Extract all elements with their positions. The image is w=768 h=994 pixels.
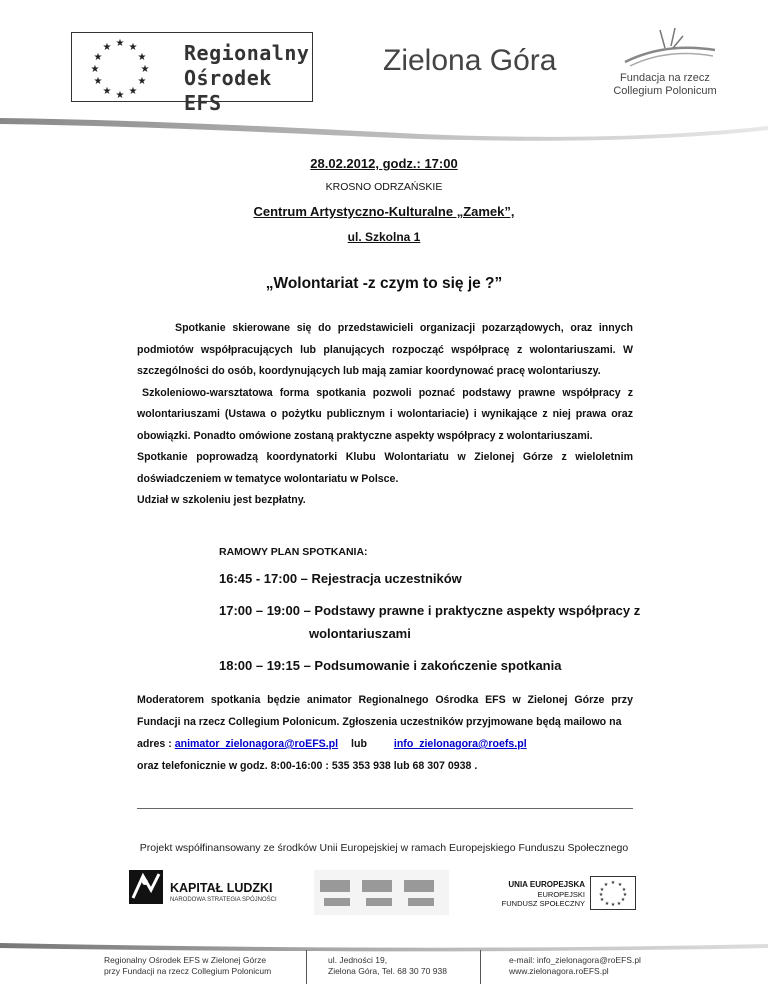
footer-decorative-band — [0, 940, 768, 952]
header-decorative-band — [0, 112, 768, 142]
plan-heading: RAMOWY PLAN SPOTKANIA: — [219, 546, 368, 558]
plan-item-2: 17:00 – 19:00 – Podstawy prawne i praktyczne aspekty współpracy z — [219, 603, 641, 618]
svg-text:★: ★ — [90, 64, 100, 75]
footer-org-line-2: przy Fundacji na rzecz Collegium Polonicum — [104, 966, 272, 976]
efs-logo-text — [184, 41, 312, 116]
svg-text:★: ★ — [620, 897, 626, 903]
svg-text:★: ★ — [604, 901, 610, 907]
fcp-line-2: Collegium Polonicum — [613, 85, 717, 97]
phone-text: oraz telefonicznie w godz. 8:00-16:00 : 535 353 938 lub 68 307 0938 . — [137, 760, 478, 772]
footer-email: e-mail: info_zielonagora@roEFS.pl — [509, 955, 641, 965]
svg-text:★: ★ — [137, 52, 147, 63]
plan-item-2-continued: wolontariuszami — [309, 626, 411, 641]
footer-separator — [480, 950, 481, 984]
svg-text:★: ★ — [102, 86, 112, 97]
cofunding-note: Projekt współfinansowany ze środków Unii Europejskiej w ramach Europejskiego Funduszu Społecznego — [139, 842, 629, 854]
footer-website: www.zielonagora.roEFS.pl — [509, 966, 609, 976]
svg-text:★: ★ — [128, 42, 138, 53]
kapital-ludzki-title: KAPITAŁ LUDZKI — [170, 881, 273, 895]
lub-text: lub — [351, 738, 367, 750]
footer-address-line-2: Zielona Góra, Tel. 68 30 70 938 — [328, 966, 447, 976]
footer-organization — [104, 955, 271, 977]
paragraph-2: Szkoleniowo-warsztatowa forma spotkania pozwoli poznać podstawy prawne współpracy z wolontariuszami (Ustawa o pożytku publicznym i wolontariacie) i wynikające z niej prawa oraz obowiązki. Ponadto omówione zostaną praktyczne aspekty współpracy z wolontariuszami. — [137, 386, 633, 442]
ue-line-1: UNIA EUROPEJSKA — [508, 880, 585, 889]
event-description — [137, 318, 633, 512]
svg-text:★: ★ — [128, 86, 138, 97]
svg-text:★: ★ — [610, 902, 616, 908]
svg-text:★: ★ — [137, 76, 147, 87]
efs-logo — [71, 32, 313, 115]
email-link-info[interactable]: info_zielonagora@roefs.pl — [393, 738, 527, 750]
city-title: Zielona Góra — [383, 44, 557, 77]
contact-info — [137, 689, 633, 777]
svg-text:★: ★ — [102, 42, 112, 53]
paragraph-4: Udział w szkoleniu jest bezpłatny. — [137, 494, 306, 506]
footer-separator — [306, 950, 307, 984]
lubuskie-logo-icon — [314, 870, 449, 915]
fundacja-logo-text — [605, 72, 725, 98]
event-place: KROSNO ODRZAŃSKIE — [325, 181, 443, 193]
event-street: ul. Szkolna 1 — [347, 230, 421, 244]
svg-text:★: ★ — [599, 897, 605, 903]
footer-contact — [509, 955, 641, 977]
footer-org-line-1: Regionalny Ośrodek EFS w Zielonej Górze — [104, 955, 267, 965]
event-date: 28.02.2012, godz.: 17:00 — [310, 156, 458, 171]
svg-text:★: ★ — [598, 892, 604, 898]
fcp-line-1: Fundacja na rzecz — [620, 72, 710, 84]
footer-address — [328, 955, 447, 977]
eu-stars-icon — [72, 33, 168, 101]
svg-text:★: ★ — [616, 901, 622, 907]
svg-text:★: ★ — [140, 64, 150, 75]
event-title: „Wolontariat -z czym to się je ?” — [265, 275, 503, 292]
svg-text:★: ★ — [610, 880, 616, 886]
eu-flag-icon — [590, 876, 636, 910]
moderator-text: Moderatorem spotkania będzie animator Regionalnego Ośrodka EFS w Zielonej Górze przy Fundacji na rzecz Collegium Polonicum. Zgłoszenia uczestników przyjmowane będą mailowo na — [137, 694, 633, 728]
paragraph-1: Spotkanie skierowane się do przedstawicieli organizacji pozarządowych, oraz innych podmiotów współpracujących lub planujących rozpocząć współpracę z wolontariuszami. W szczególności do osób, koordynujących lub mają zamiar koordynować pracę wolontariuszy. — [137, 322, 633, 377]
svg-text:★: ★ — [115, 90, 125, 101]
svg-text:★: ★ — [621, 887, 627, 893]
kapital-ludzki-subtitle: NARODOWA STRATEGIA SPÓJNOŚCI — [170, 897, 277, 903]
svg-text:★: ★ — [622, 892, 628, 898]
paragraph-3: Spotkanie poprowadzą koordynatorki Klubu Wolontariatu w Zielonej Górze z wieloletnim doświadczeniem w tematyce wolontariatu w Polsce. — [137, 451, 633, 485]
svg-text:★: ★ — [115, 38, 125, 49]
ue-logo-text — [485, 880, 585, 909]
email-link-animator[interactable]: animator_zielonagora@roEFS.pl — [174, 738, 339, 750]
meeting-plan — [219, 546, 659, 677]
svg-text:★: ★ — [93, 76, 103, 87]
efs-line-1: Regionalny — [184, 41, 310, 65]
svg-text:★: ★ — [603, 882, 609, 888]
svg-text:★: ★ — [93, 52, 103, 63]
ue-line-2: EUROPEJSKI — [537, 889, 585, 899]
ue-line-3: FUNDUSZ SPOŁECZNY — [501, 899, 585, 908]
plan-item-3: 18:00 – 19:15 – Podsumowanie i zakończenie spotkania — [219, 658, 562, 673]
event-venue: Centrum Artystyczno-Kulturalne „Zamek”, — [253, 204, 515, 219]
efs-line-2: Ośrodek EFS — [184, 66, 272, 115]
plan-item-1: 16:45 - 17:00 – Rejestracja uczestników — [219, 571, 462, 586]
footer-address-line-1: ul. Jedności 19, — [328, 955, 388, 965]
svg-text:★: ★ — [599, 887, 605, 893]
svg-text:★: ★ — [617, 882, 623, 888]
divider — [137, 808, 633, 809]
adres-label: adres : — [137, 738, 172, 750]
contact-emails-line — [137, 733, 633, 755]
